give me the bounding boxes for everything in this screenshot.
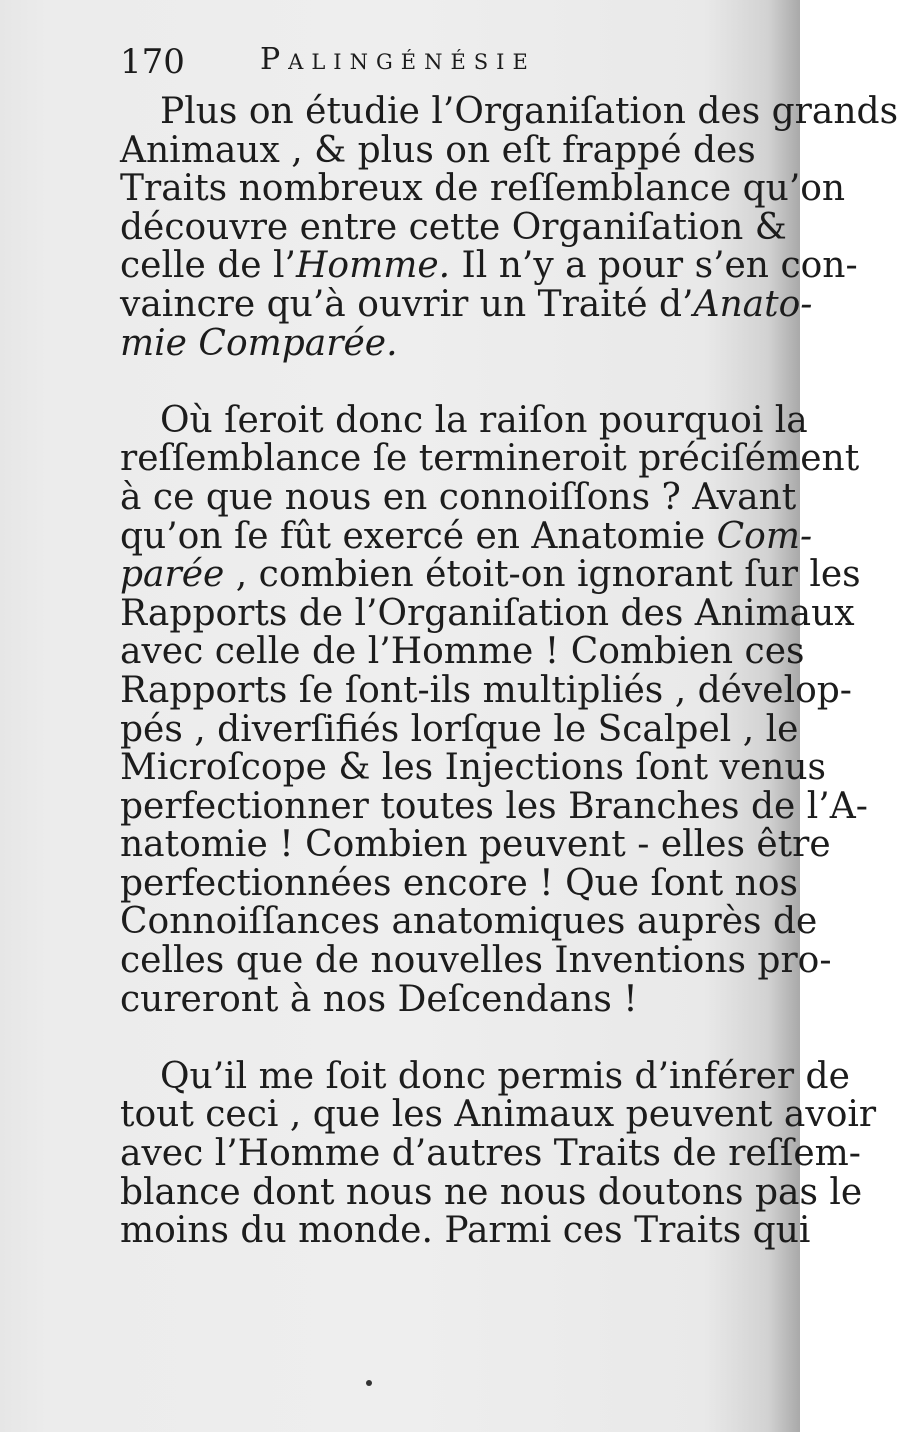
text-segment: reſſemblance ſe termineroit préciſément — [120, 438, 860, 480]
text-segment: perfectionnées encore ! Que ſont nos — [120, 862, 798, 904]
text-segment: à ce que nous en connoiſſons ? Avant — [120, 476, 797, 518]
text-line — [120, 862, 798, 904]
text-segment: découvre entre cette Organiſation & — [120, 206, 787, 248]
italic-segment: Anato- — [693, 283, 813, 325]
text-line — [120, 322, 740, 364]
text-line — [120, 1171, 863, 1213]
text-line — [120, 747, 826, 789]
page-header — [120, 42, 740, 88]
paragraph-3 — [120, 1055, 877, 1252]
text-segment: Microſcope & les Injections ſont venus — [120, 747, 826, 789]
italic-segment: mie Comparée. — [120, 322, 398, 364]
italic-segment: Com- — [716, 515, 813, 557]
text-segment: natomie ! Combien peuvent - elles être — [120, 824, 831, 866]
text-line — [120, 399, 808, 441]
text-segment: pés , diverſifiés lorſque le Scalpel , le — [120, 708, 799, 750]
text-line — [120, 168, 846, 210]
text-segment: vaincre qu’à ouvrir un Traité d’ — [120, 283, 694, 325]
text-segment: Plus on étudie l’Organiſation des grands — [160, 91, 898, 132]
text-line — [120, 1133, 861, 1175]
text-segment: Rapports ſe ſont-ils multipliés , dévelop- — [120, 669, 852, 711]
text-line — [120, 901, 818, 943]
text-line — [120, 824, 831, 866]
text-line — [120, 554, 861, 596]
text-line — [120, 1210, 811, 1252]
text-segment: Qu’il me ſoit donc permis d’inférer de — [160, 1055, 850, 1097]
italic-segment: parée — [120, 554, 225, 596]
text-segment: cureront à nos Deſcendans ! — [120, 978, 638, 1020]
text-line — [120, 592, 855, 634]
text-line — [120, 129, 756, 171]
text-line — [120, 1094, 877, 1136]
text-segment: Traits nombreux de reſſemblance qu’on — [120, 168, 846, 210]
text-line — [120, 245, 858, 287]
text-segment: perfectionner toutes les Branches de l’A- — [120, 785, 868, 827]
paragraph-1 — [120, 91, 898, 364]
text-segment: celles que de nouvelles Inventions pro- — [120, 940, 832, 982]
text-segment: Où ſeroit donc la raiſon pourquoi la — [160, 399, 808, 441]
text-line — [120, 708, 799, 750]
text-segment: Rapports de l’Organiſation des Animaux — [120, 592, 855, 634]
page-number: 170 — [120, 42, 185, 82]
text-line — [120, 476, 797, 518]
italic-segment: Homme. — [296, 245, 451, 287]
text-line — [120, 940, 832, 982]
text-segment: , combien étoit-on ignorant ſur les — [224, 554, 861, 596]
text-line — [120, 206, 787, 248]
text-line — [120, 631, 805, 673]
text-line — [120, 91, 898, 132]
text-segment: avec l’Homme d’autres Traits de reſſem- — [120, 1133, 861, 1175]
text-line — [120, 1055, 850, 1097]
text-line — [120, 283, 813, 325]
text-segment: Il n’y a pour s’en con- — [450, 245, 858, 287]
text-line — [120, 978, 740, 1020]
text-segment: moins du monde. Parmi ces Traits qui — [120, 1210, 811, 1252]
text-segment: blance dont nous ne nous doutons pas le — [120, 1171, 863, 1213]
text-segment: tout ceci , que les Animaux peuvent avoir — [120, 1094, 877, 1136]
text-line — [120, 785, 868, 827]
text-line — [120, 669, 852, 711]
text-segment: avec celle de l’Homme ! Combien ces — [120, 631, 805, 673]
running-title: Palingénésie — [260, 42, 536, 77]
text-segment: qu’on ſe fût exercé en Anatomie — [120, 515, 717, 557]
text-segment: Connoiſſances anatomiques auprès de — [120, 901, 818, 943]
body-text — [120, 91, 898, 1252]
text-line — [120, 515, 813, 557]
text-segment: celle de l’ — [120, 245, 296, 287]
text-line — [120, 438, 860, 480]
paragraph-2 — [120, 399, 868, 1020]
printer-dot — [366, 1380, 372, 1386]
text-segment: Animaux , & plus on eſt frappé des — [120, 129, 756, 171]
